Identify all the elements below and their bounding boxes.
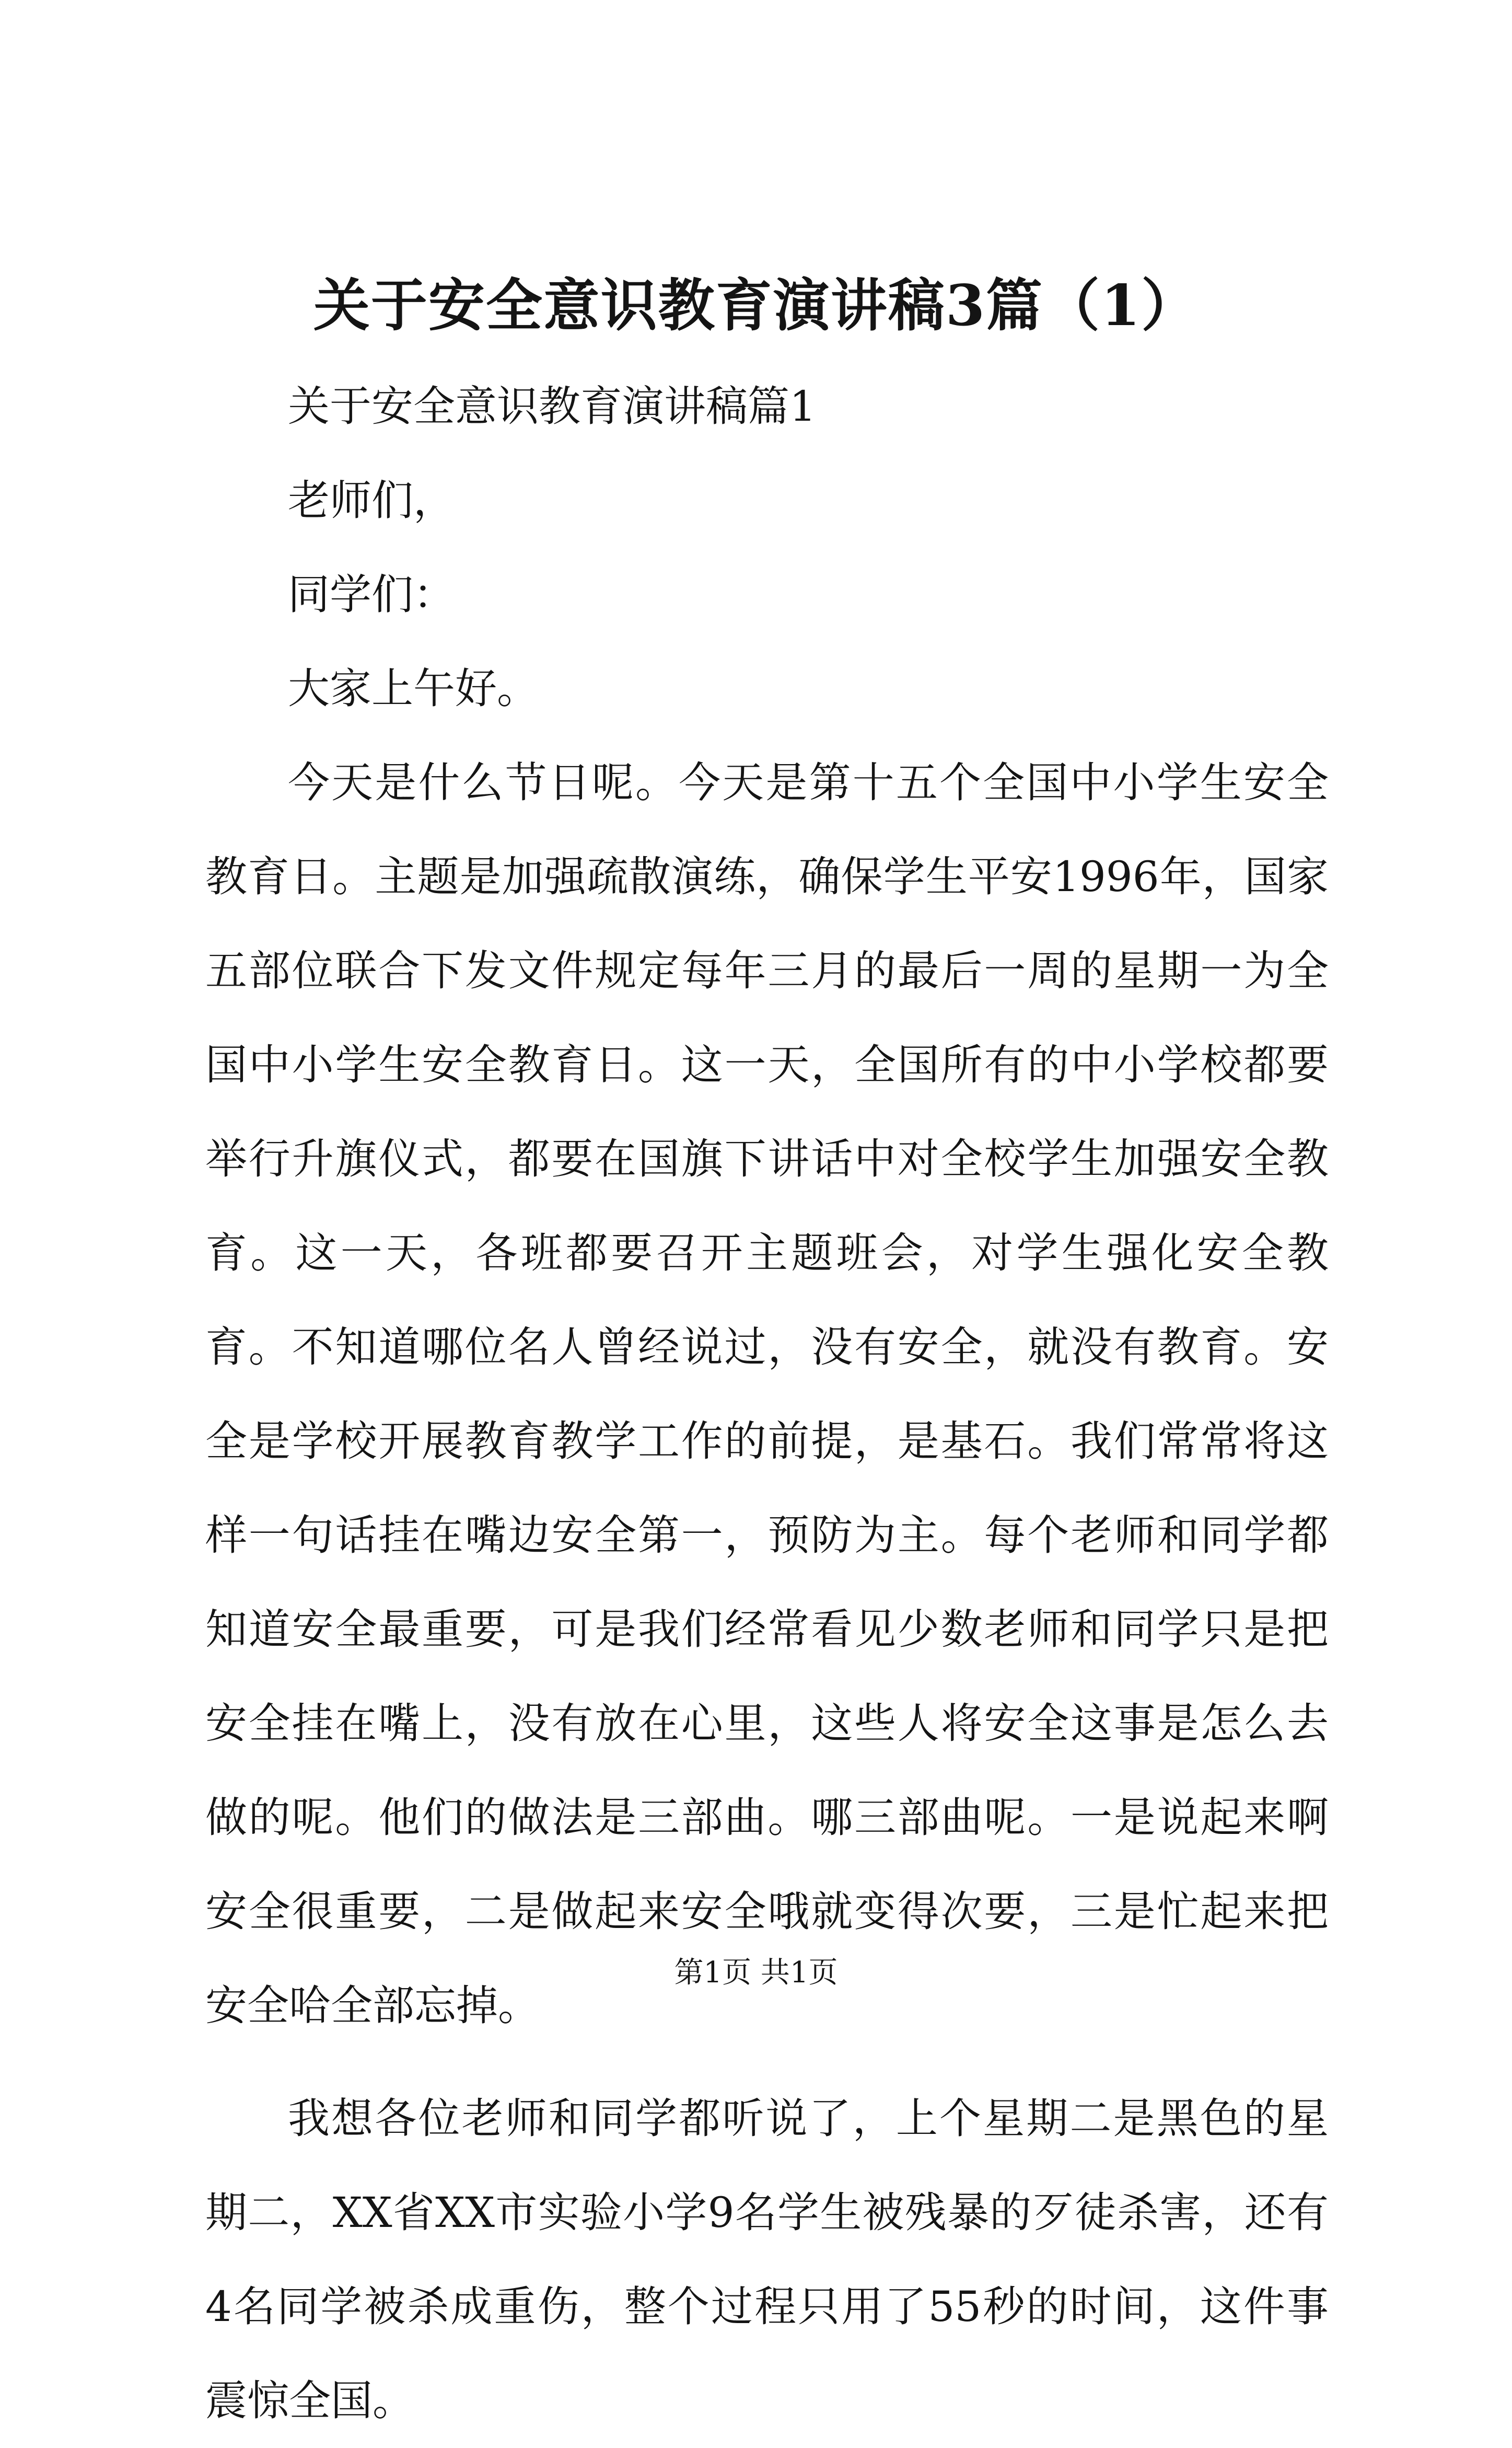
- paragraph-salutation-students: 同学们：: [288, 570, 455, 619]
- paragraph-greeting: 大家上午好。: [288, 664, 539, 713]
- page-footer: 第1页 共1页: [674, 1956, 838, 1990]
- paragraph-salutation-teachers: 老师们，: [288, 476, 455, 525]
- paragraph-body-1: 今天是什么节日呢。今天是第十五个全国中小学生安全教育日。主题是加强疏散演练，确保学生平安1996年，国家五部位联合下发文件规定每年三月的最后一周的星期一为全国中小学生安全教育日。这一天，全国所有的中小学校都要举行升旗仪式，都要在国旗下讲话中对全校学生加强安全教育。这一天，各班都要召开主题班会，对学生强化安全教育。不知道哪位名人曾经说过，没有安全，就没有教育。安全是学校开展教育教学工作的前提，是基石。我们常常将这样一句话挂在嘴边安全第一，预防为主。每个老师和同学都知道安全最重要，可是我们经常看见少数老师和同学只是把安全挂在嘴上，没有放在心里，这些人将安全这事是怎么去做的呢。他们的做法是三部曲。哪三部曲呢。一是说起来啊安全很重要，二是做起来安全哦就变得次要，三是忙起来把安全哈全部忘掉。: [205, 758, 1329, 2030]
- document-body: [205, 360, 1329, 2448]
- paragraph-body-2: 我想各位老师和同学都听说了，上个星期二是黑色的星期二，XX省XX市实验小学9名学生被残暴的歹徒杀害，还有4名同学被杀成重伤，整个过程只用了55秒的时间，这件事震惊全国。: [205, 2094, 1329, 2425]
- document-title: 关于安全意识教育演讲稿3篇（1）: [313, 273, 1199, 339]
- paragraph-heading: 关于安全意识教育演讲稿篇1: [288, 382, 816, 431]
